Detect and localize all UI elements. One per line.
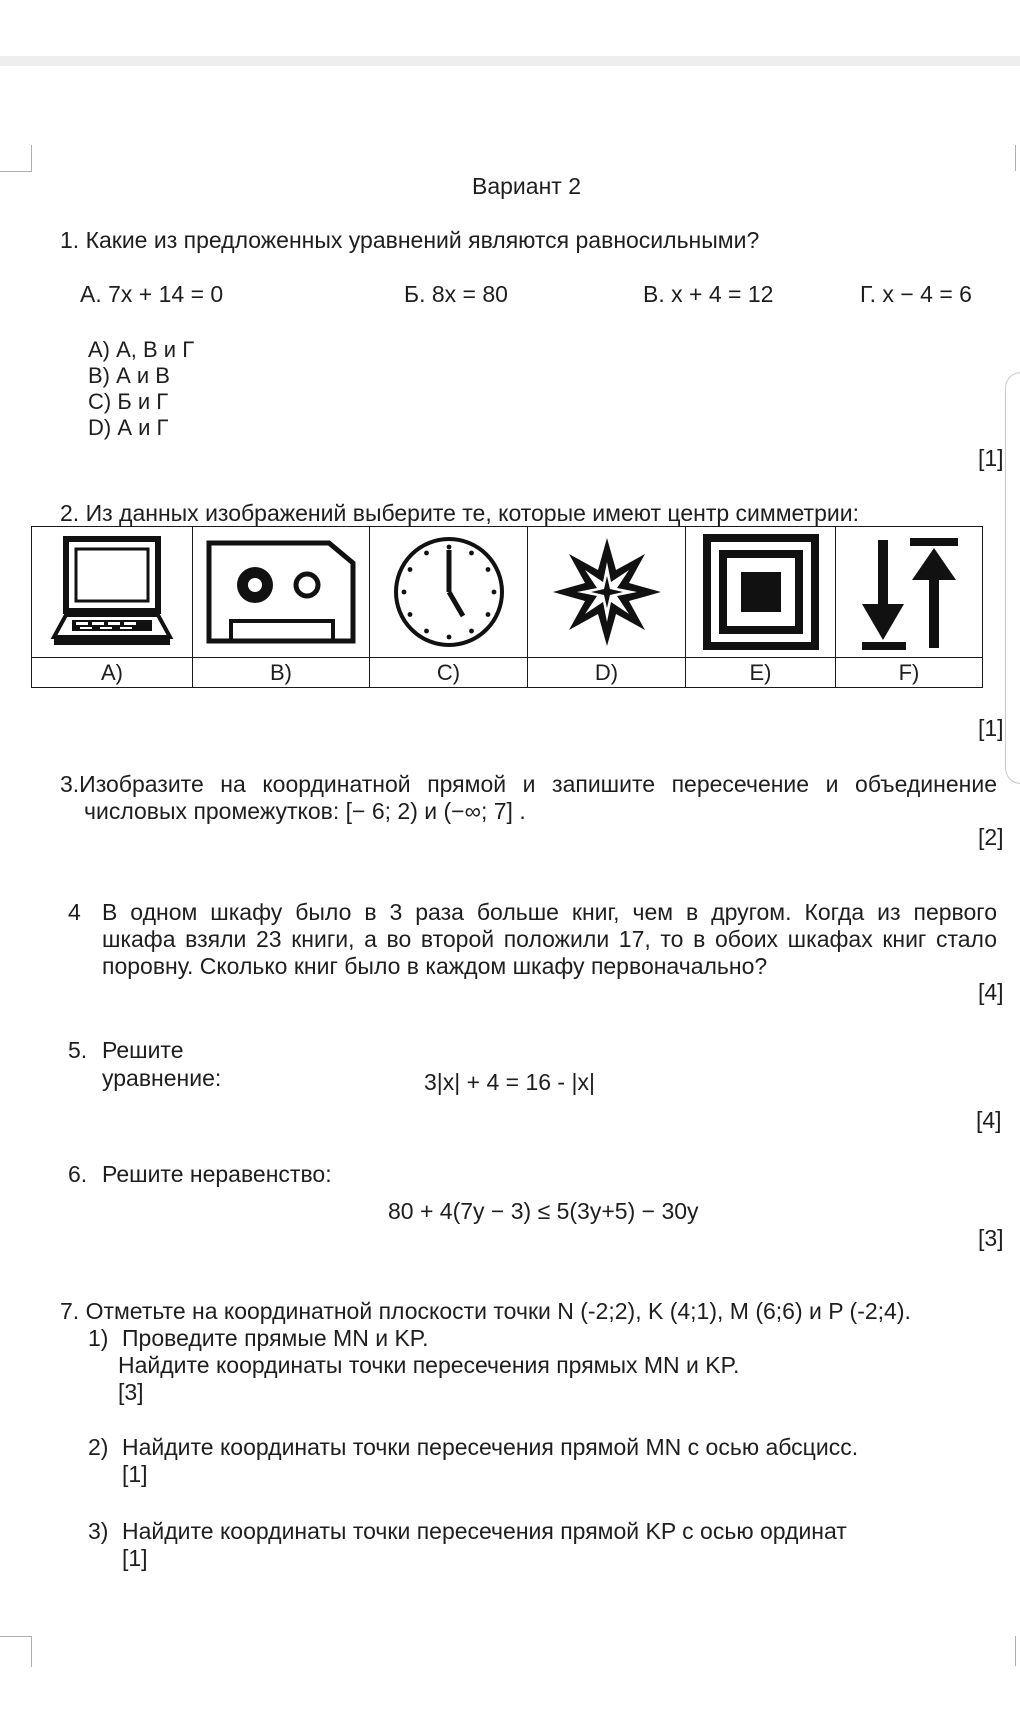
q2-question: 2. Из данных изображений выберите те, которые имеют центр симметрии: — [60, 500, 859, 526]
q1-answer-d: D) А и Г — [88, 415, 169, 440]
cassette-icon — [203, 537, 359, 647]
q1-equation-g: Г. x − 4 = 6 — [860, 281, 972, 307]
q1-score: [1] — [978, 445, 1004, 471]
q7-sub3-score: [1] — [122, 1545, 148, 1571]
nested-squares-icon — [703, 534, 819, 650]
scroll-handle[interactable] — [1005, 372, 1020, 784]
cassette-cell — [193, 527, 370, 658]
squares-cell — [686, 527, 836, 658]
q1-equation-v: В. x + 4 = 12 — [643, 281, 774, 307]
label-f: F) — [836, 658, 983, 688]
q7-sub2-number: 2) — [88, 1434, 109, 1460]
symmetry-table — [31, 526, 983, 688]
q5-word1: Решите — [102, 1037, 184, 1063]
q1-equation-b: Б. 8x = 80 — [404, 281, 508, 307]
q7-sub3-text: Найдите координаты точки пересечения прямой KP с осью ординат — [122, 1518, 847, 1544]
arrows-cell — [836, 527, 983, 658]
q7-sub1-score: [3] — [118, 1379, 144, 1405]
q7-intro: 7. Отметьте на координатной плоскости точки N (-2;2), K (4;1), M (6;6) и P (-2;4). — [60, 1298, 911, 1324]
label-e: E) — [686, 658, 836, 688]
corner-mark-top-right — [1015, 145, 1020, 171]
q4-line3: поровну. Сколько книг было в каждом шкафу первоначально? — [102, 953, 768, 979]
corner-mark-bottom-left — [0, 1636, 32, 1667]
label-d: D) — [528, 658, 686, 688]
q3-score: [2] — [978, 824, 1004, 850]
corner-mark-top-left — [0, 145, 32, 172]
q4-line2: шкафа взяли 23 книги, а во второй положили 17, то в обоих шкафах книг стало — [102, 926, 997, 952]
clock-cell — [370, 527, 528, 658]
q4-score: [4] — [978, 979, 1004, 1005]
top-bar — [0, 0, 1020, 56]
q7-sub1-line1: Проведите прямые MN и KP. — [122, 1325, 429, 1351]
q7-sub3-number: 3) — [88, 1518, 109, 1544]
q7-sub2-score: [1] — [122, 1461, 148, 1487]
label-b: B) — [193, 658, 370, 688]
q1-equation-a: А. 7х + 14 = 0 — [80, 281, 224, 307]
q6-score: [3] — [978, 1225, 1004, 1251]
arrows-icon — [854, 534, 964, 650]
q2-score: [1] — [978, 715, 1004, 741]
q1-question: 1. Какие из предложенных уравнений являются равносильными? — [60, 227, 760, 253]
label-c: C) — [370, 658, 528, 688]
q7-sub1-line2: Найдите координаты точки пересечения прямых MN и KP. — [118, 1352, 740, 1378]
q1-answer-b: B) А и В — [88, 363, 170, 388]
clock-icon — [389, 532, 509, 652]
q4-line1: В одном шкафу было в 3 раза больше книг, чем в другом. Когда из первого — [102, 899, 997, 925]
q7-sub1-number: 1) — [88, 1325, 109, 1351]
laptop-cell — [32, 527, 193, 658]
star-cell — [528, 527, 686, 658]
q3-line1: 3.Изобразите на координатной прямой и запишите пересечение и объединение — [60, 771, 997, 797]
label-a: A) — [32, 658, 193, 688]
q5-word2: уравнение: — [102, 1065, 222, 1091]
q4-number: 4 — [68, 899, 81, 925]
q5-score: [4] — [976, 1107, 1002, 1133]
q5-equation: 3|x| + 4 = 16 - |x| — [424, 1069, 595, 1095]
corner-mark-bottom-right — [1015, 1636, 1020, 1666]
q3-line2: числовых промежутков: [− 6; 2) и (−∞; 7] . — [84, 798, 526, 824]
page-title: Вариант 2 — [472, 173, 581, 199]
q1-answer-a: A) А, В и Г — [88, 337, 195, 362]
q6-inequality: 80 + 4(7у − 3) ≤ 5(3у+5) − 30у — [388, 1198, 699, 1224]
star-icon — [547, 532, 667, 652]
q6-text: Решите неравенство: — [102, 1161, 332, 1187]
top-divider — [0, 56, 1020, 66]
q6-number: 6. — [68, 1161, 88, 1187]
q7-sub2-text: Найдите координаты точки пересечения прямой MN с осью абсцисс. — [122, 1434, 859, 1460]
q1-answer-c: C) Б и Г — [88, 389, 169, 414]
laptop-icon — [50, 533, 174, 651]
q5-number: 5. — [68, 1037, 88, 1063]
